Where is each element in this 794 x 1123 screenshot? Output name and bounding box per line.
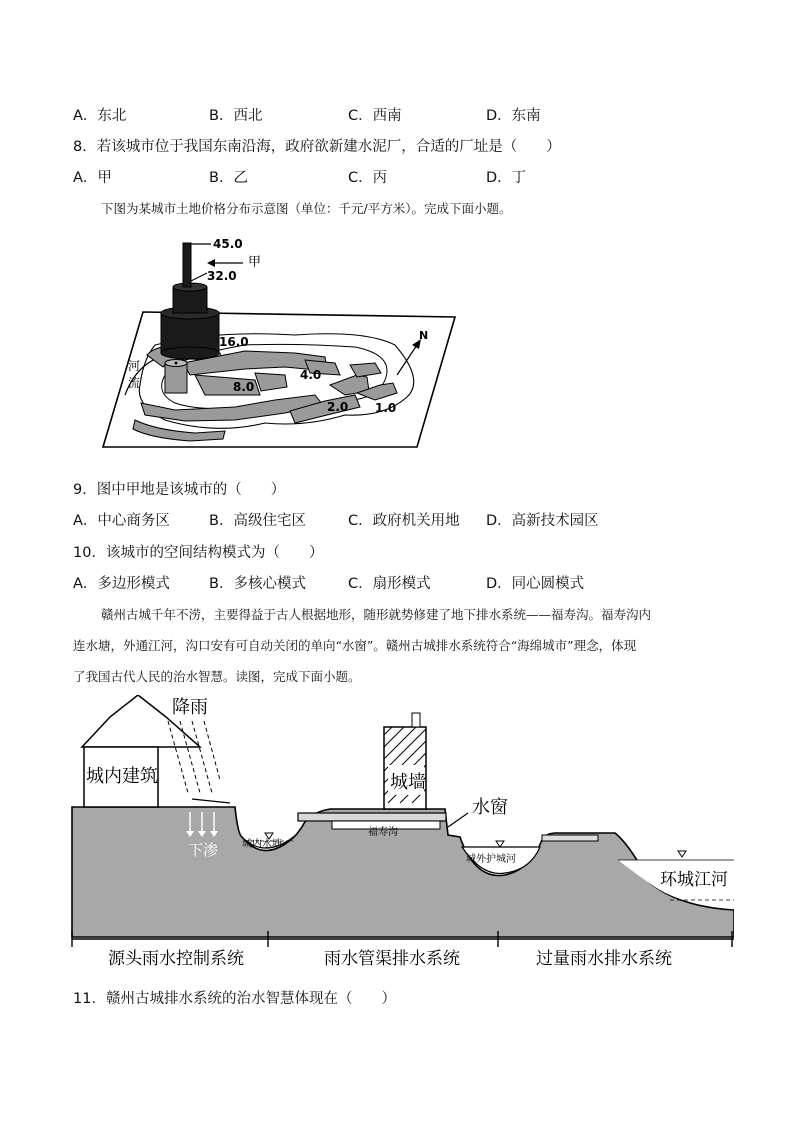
label-moat: 城外护城河 <box>466 854 516 865</box>
label-window: 水窗 <box>472 797 508 818</box>
q8-option-a: A．甲 <box>73 170 112 186</box>
q7-option-c: C．西南 <box>348 108 402 124</box>
q7-option-a: A．东北 <box>73 108 127 124</box>
label-jia: 甲 <box>248 255 262 270</box>
q11-stem: 11．赣州古城排水系统的治水智慧体现在（ ） <box>73 991 396 1007</box>
label-2: 2.0 <box>327 400 349 414</box>
label-32: 32.0 <box>207 269 237 283</box>
q8-option-c: C．丙 <box>348 170 388 186</box>
land-price-figure <box>95 235 475 455</box>
system-label-excess: 过量雨水排水系统 <box>536 949 672 969</box>
q9-option-c: C．政府机关用地 <box>348 513 460 529</box>
drainage-figure <box>70 695 734 970</box>
label-16: 16.0 <box>219 335 249 349</box>
label-river-1: 河 <box>128 359 141 373</box>
intro-land-price: 下图为某城市土地价格分布示意图（单位：千元/平方米）。完成下面小题。 <box>101 201 512 216</box>
q9-option-b: B．高级住宅区 <box>209 513 306 529</box>
label-rain: 降雨 <box>172 697 208 718</box>
q10-option-c: C．扇形模式 <box>348 576 431 592</box>
q10-stem: 10．该城市的空间结构模式为（ ） <box>73 545 324 561</box>
label-wall: 城墙 <box>390 772 426 793</box>
label-building: 城内建筑 <box>86 766 158 787</box>
north-label: N <box>419 329 429 342</box>
q8-option-b: B．乙 <box>209 170 248 186</box>
q7-option-b: B．西北 <box>209 108 263 124</box>
intro-ganzhou-line1: 赣州古城千年不涝，主要得益于古人根据地形，随形就势修建了地下排水系统——福寿沟。福寿沟内 <box>101 607 652 622</box>
label-infiltration: 下渗 <box>188 841 219 859</box>
label-river-2: 流 <box>128 376 141 390</box>
q9-option-a: A．中心商务区 <box>73 513 170 529</box>
q8-stem: 8．若该城市位于我国东南沿海，政府欲新建水泥厂，合适的厂址是（ ） <box>73 139 561 155</box>
intro-ganzhou-line2: 连水塘，外通江河，沟口安有可自动关闭的单向“水窗”。赣州古城排水系统符合“海绵城市”理念，体现 <box>73 638 637 653</box>
q10-option-d: D．同心圆模式 <box>486 576 585 592</box>
label-fushougou: 福寿沟 <box>368 827 398 838</box>
label-river: 环城江河 <box>660 870 728 890</box>
q10-option-b: B．多核心模式 <box>209 576 306 592</box>
q9-option-d: D．高新技术园区 <box>486 513 599 529</box>
intro-ganzhou-line3: 了我国古代人民的治水智慧。读图，完成下面小题。 <box>73 669 361 684</box>
q10-option-a: A．多边形模式 <box>73 576 170 592</box>
system-label-pipe: 雨水管渠排水系统 <box>324 949 460 969</box>
q9-stem: 9．图中甲地是该城市的（ ） <box>73 482 286 498</box>
label-8: 8.0 <box>233 380 255 394</box>
q7-option-d: D．东南 <box>486 108 541 124</box>
label-1: 1.0 <box>375 401 397 415</box>
label-pond: 城内水塘 <box>242 839 282 850</box>
q8-option-d: D．丁 <box>486 170 527 186</box>
label-4: 4.0 <box>300 368 322 382</box>
label-45: 45.0 <box>213 237 243 251</box>
system-label-source: 源头雨水控制系统 <box>108 949 244 969</box>
